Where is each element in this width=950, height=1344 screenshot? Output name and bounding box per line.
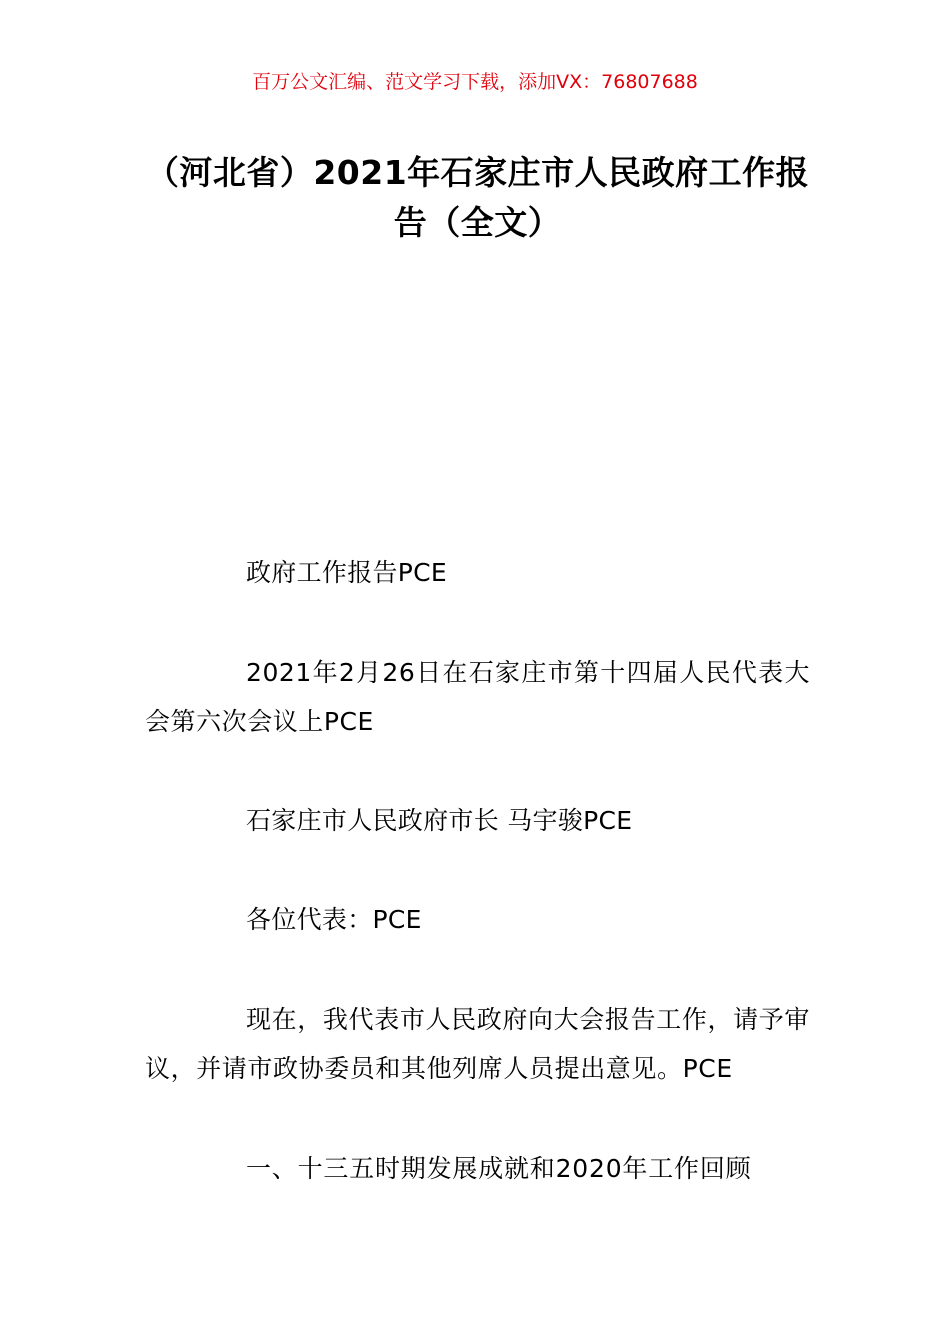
paragraph-speaker: 石家庄市人民政府市长 马宇骏PCE (246, 806, 633, 835)
paragraph-report-label: 政府工作报告PCE (246, 558, 448, 587)
paragraph-meeting-date: 2021年2月26日在石家庄市第十四届人民代表大会第六次会议上PCE (145, 658, 810, 736)
paragraph-opening: 现在，我代表市人民政府向大会报告工作，请予审议，并请市政协委员和其他列席人员提出意见。PCE (145, 1005, 810, 1083)
section-heading: 一、十三五时期发展成就和2020年工作回顾 (246, 1154, 752, 1183)
paragraph-salutation: 各位代表：PCE (246, 905, 422, 934)
header-promo-note: 百万公文汇编、范文学习下载，添加VX：76807688 (252, 71, 698, 93)
document-title: （河北省）2021年石家庄市人民政府工作报告（全文） (145, 153, 810, 242)
